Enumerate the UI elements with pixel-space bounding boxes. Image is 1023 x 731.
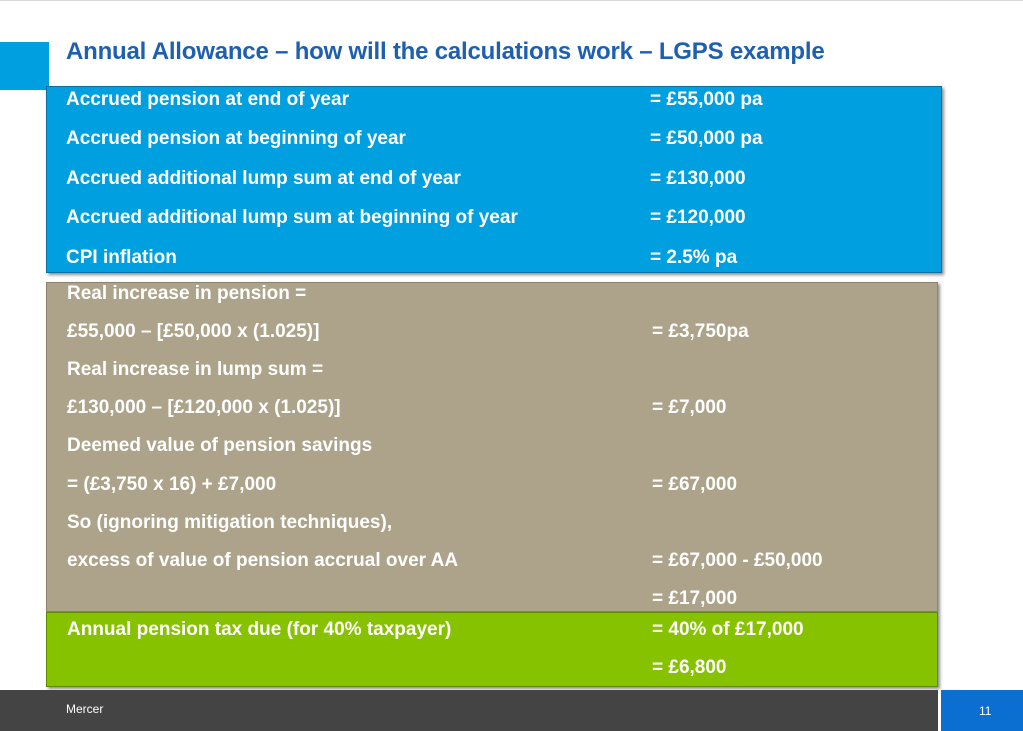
input-value: = £130,000 <box>650 168 746 189</box>
input-value: = 2.5% pa <box>650 247 738 268</box>
calc-value: = £67,000 - £50,000 <box>652 550 823 571</box>
top-rule <box>0 0 1023 1</box>
footer-bar <box>0 690 938 731</box>
input-label: Accrued pension at end of year <box>66 89 349 110</box>
input-value: = £55,000 pa <box>650 89 763 110</box>
input-label: Accrued pension at beginning of year <box>66 128 406 149</box>
input-value: = £120,000 <box>650 207 746 228</box>
calc-value: = £3,750pa <box>652 321 749 342</box>
calc-value: = £17,000 <box>652 588 738 609</box>
calc-label: £130,000 – [£120,000 x (1.025)] <box>67 397 341 418</box>
result-value: = 40% of £17,000 <box>652 619 804 640</box>
page-number: 11 <box>979 704 992 718</box>
input-label: CPI inflation <box>66 247 177 268</box>
calc-label: Deemed value of pension savings <box>67 435 373 456</box>
result-label: Annual pension tax due (for 40% taxpayer) <box>67 619 452 640</box>
calc-label: = (£3,750 x 16) + £7,000 <box>67 474 277 495</box>
slide-title: Annual Allowance – how will the calculations work – LGPS example <box>66 38 825 65</box>
calc-label: excess of value of pension accrual over AA <box>67 550 459 571</box>
calc-label: So (ignoring mitigation techniques), <box>67 512 393 533</box>
input-label: Accrued additional lump sum at beginning of year <box>66 207 518 228</box>
footer-brand: Mercer <box>66 702 104 716</box>
calc-value: = £7,000 <box>652 397 727 418</box>
page-number-box <box>941 690 1023 731</box>
calc-label: £55,000 – [£50,000 x (1.025)] <box>67 321 320 342</box>
accent-square <box>0 42 49 90</box>
result-value: = £6,800 <box>652 657 727 678</box>
input-label: Accrued additional lump sum at end of year <box>66 168 461 189</box>
calc-label: Real increase in lump sum = <box>67 359 324 380</box>
input-value: = £50,000 pa <box>650 128 763 149</box>
calc-value: = £67,000 <box>652 474 738 495</box>
calc-label: Real increase in pension = <box>67 283 307 304</box>
